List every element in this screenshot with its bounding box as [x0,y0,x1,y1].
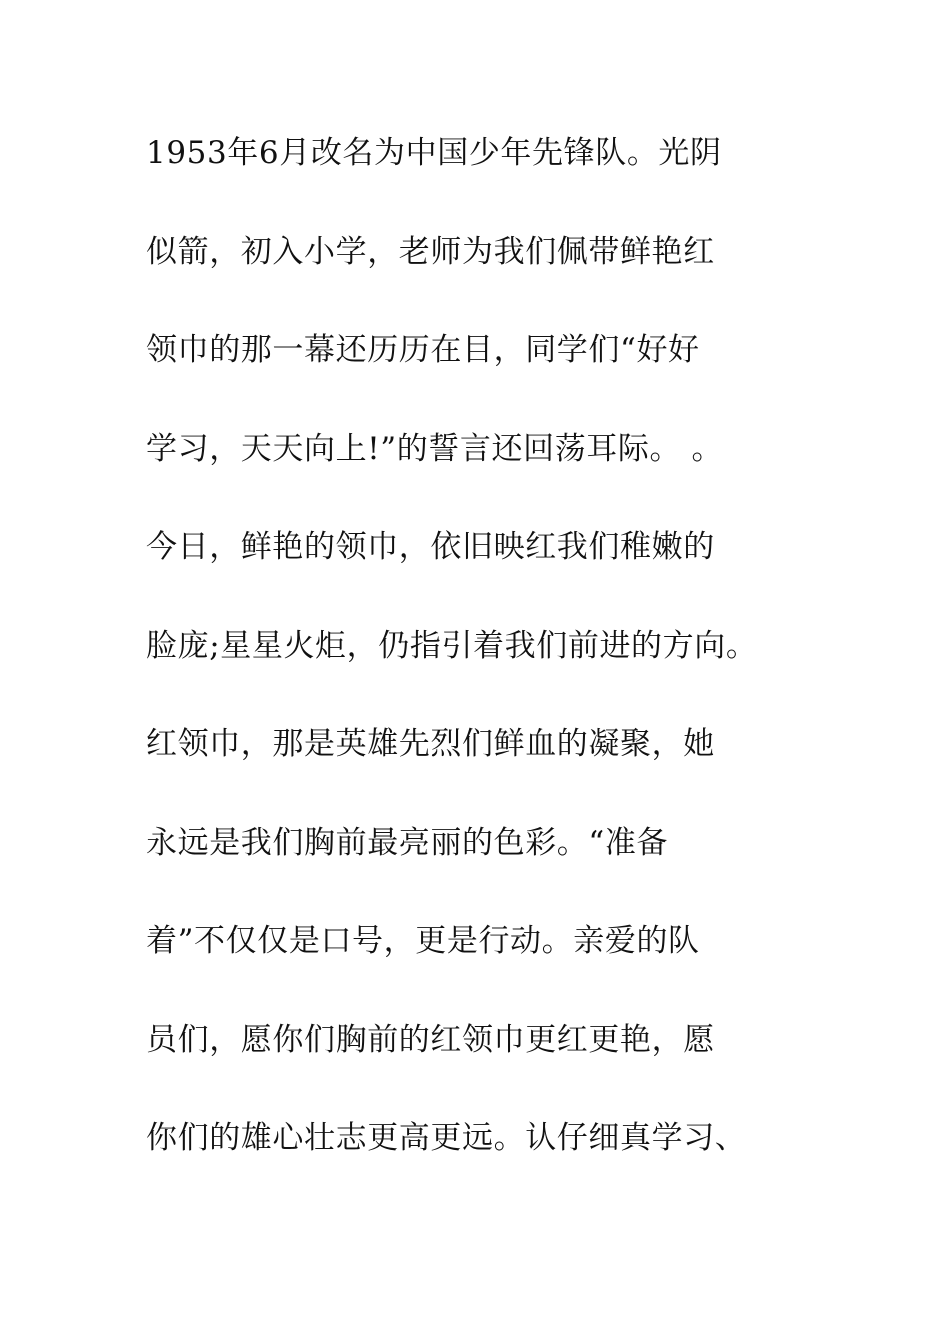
text-line: 脸庞;星星火炬，仍指引着我们前进的方向。 [146,627,758,664]
text-line: 学习，天天向上!”的誓言还回荡耳际。 。 [146,430,724,467]
text-line: 着”不仅仅是口号，更是行动。亲爱的队 [146,923,700,959]
text-line: 1953年6月改名为中国少年先锋队。光阴 [146,135,722,171]
text-line: 员们，愿你们胸前的红领巾更红更艳，愿 [146,1021,715,1058]
text-line: 你们的雄心壮志更高更远。认仔细真学习、 [146,1120,747,1156]
text-line: 红领巾，那是英雄先烈们鲜血的凝聚，她 [146,726,715,762]
text-line: 永远是我们胸前最亮丽的色彩。“准备 [146,824,669,861]
text-line: 领巾的那一幕还历历在目，同学们“好好 [146,332,700,368]
text-line: 似箭，初入小学，老师为我们佩带鲜艳红 [146,233,715,270]
text-line: 今日，鲜艳的领巾，依旧映红我们稚嫩的 [146,529,715,565]
body-text [146,128,826,1212]
